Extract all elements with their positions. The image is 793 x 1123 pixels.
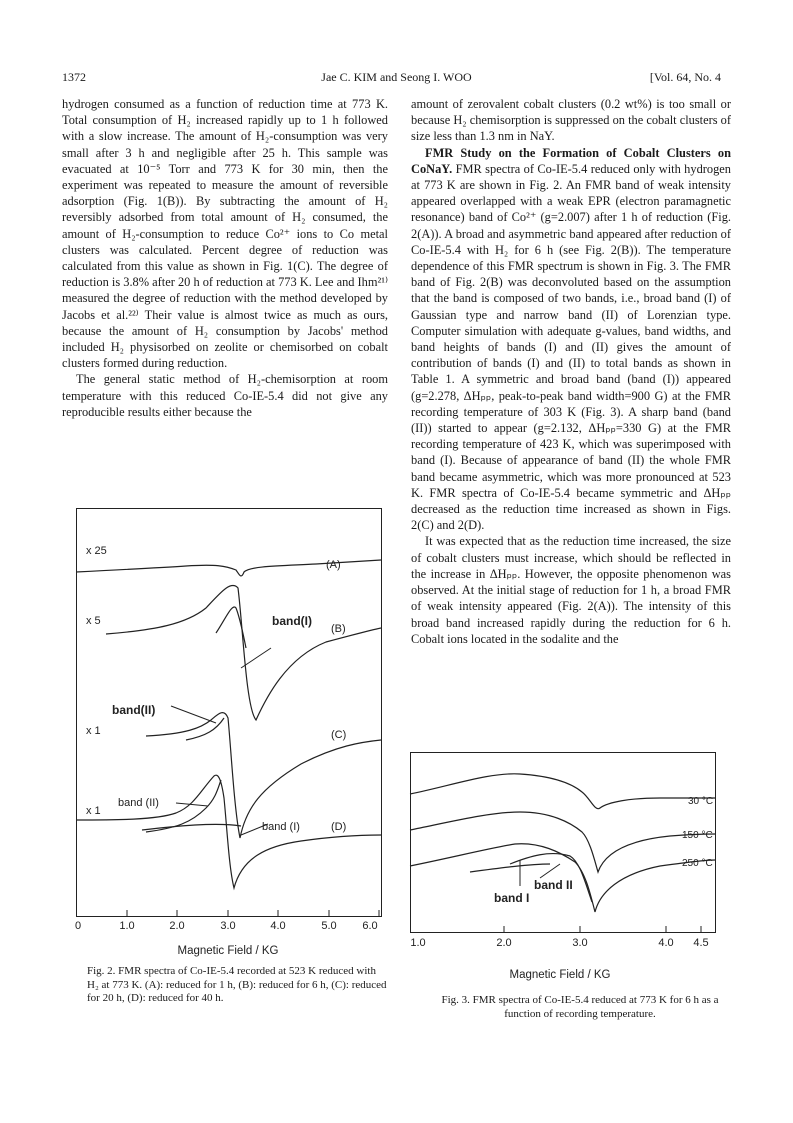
right-paragraph-1: amount of zerovalent cobalt clusters (0.2 wt%) is too small or because H₂ chemisorption is suppressed on the cobalt clusters of size less than 1.3 nm in NaY. bbox=[411, 97, 731, 144]
trace-C-label: (C) bbox=[331, 729, 347, 741]
section-body: FMR spectra of Co-IE-5.4 reduced only with hydrogen at 773 K are shown in Fig. 2. An FMR band of weak intensity appeared overlapped with a weak EPR (electron paramagnetic resonance) band of Co²⁺ (g=2.007) after 1 h of reduction (Fig. 2(A)). A broad and asymmetric band appeared after reduction of Co-IE-5.4 with H₂ for 6 h (see Fig. 2(B)). The temperature dependence of this FMR spectrum is shown in Fig. 3. The FMR band of Fig. 2(B) was deconvoluted based on the assumption that the band is composed of two bands, i.e., broad band (I) of Gaussian type and narrow band (II) of Lorenzian type. Computer simulation with adequate g-values, band widths, and band heights of bands (I) and (II) gives the amount of contribution of bands (I) and (II) to total bands as shown in Table 1. A symmetric and broad band (band (I)) appeared (g=2.278, ΔHₚₚ, peak-to-peak band width=900 G) at the FMR recording temperature of 303 K (Fig. 3). A sharp band (band (II)) started to appear (g=2.132, ΔHₚₚ=330 G) at the FMR recording temperature of 423 K, which was superimposed with band (I). Because of appearance of band (II) the whole FMR band became asymmetric, which was more pronounced at 523 K. FMR spectra of Co-IE-5.4 became symmetric and ΔHₚₚ decreased as the reduction time increased as shown in Figs. 2(C) and 2(D). bbox=[411, 161, 731, 533]
page-number: 1372 bbox=[62, 70, 86, 84]
trace-A-label: (A) bbox=[326, 559, 341, 571]
fig3-tick-1: 2.0 bbox=[496, 937, 512, 949]
annotation-band-II-C: band(II) bbox=[112, 703, 156, 717]
left-column bbox=[62, 96, 388, 420]
trace-C-multiplier: x 1 bbox=[86, 725, 101, 737]
fig3-xlabel: Magnetic Field / KG bbox=[509, 969, 611, 981]
fig2-xlabel: Magnetic Field / KG bbox=[177, 945, 279, 957]
annotation-band-I-D: band (I) bbox=[262, 821, 300, 833]
right-paragraph-2 bbox=[411, 145, 731, 534]
annotation-band-I-B: band(I) bbox=[272, 614, 312, 628]
trace-B-label: (B) bbox=[331, 623, 346, 635]
running-head-authors: Jae C. KIM and Seong I. WOO bbox=[321, 70, 472, 84]
trace-D-multiplier: x 1 bbox=[86, 805, 101, 817]
fig2-tick-4: 4.0 bbox=[270, 920, 286, 932]
figure-3-caption: Fig. 3. FMR spectra of Co-IE-5.4 reduced at 773 K for 6 h as a function of recording temperature. bbox=[441, 994, 719, 1020]
annotation-band-II: band II bbox=[534, 878, 573, 892]
section-title: FMR Study on the Formation of Cobalt Clusters on CoNaY. bbox=[411, 145, 731, 176]
fig2-tick-0: 0 bbox=[74, 920, 82, 932]
right-paragraph-3: It was expected that as the reduction time increased, the size of cobalt clusters must increase, which should be reflected in the increase in ΔHₚₚ. However, the opposite phenomenon was observed. At the initial stage of reduction for 1 h, a broad FMR of weak intensity appeared (Fig. 2(A)). The intensity of this broad band increased rapidly during the reduction for 6 h. Cobalt ions located in the sodalite and the bbox=[411, 534, 731, 646]
fig3-tick-3: 4.0 bbox=[658, 937, 674, 949]
fig2-tick-6: 6.0 bbox=[362, 920, 378, 932]
trace-D-label: (D) bbox=[331, 821, 347, 833]
fig3-tick-0: 1.0 bbox=[410, 937, 426, 949]
fig3-tick-2: 3.0 bbox=[572, 937, 588, 949]
fig2-tick-3: 3.0 bbox=[220, 920, 236, 932]
fig3-tick-4: 4.5 bbox=[693, 937, 709, 949]
figure-2-fmr-spectra bbox=[76, 508, 382, 958]
left-paragraph-2: The general static method of H₂-chemisorption at room temperature with this reduced Co-IE-5.4 did not give any reproducible results either because the bbox=[62, 372, 388, 419]
annotation-band-II-D: band (II) bbox=[118, 797, 159, 809]
temp-250: 250 °C bbox=[682, 858, 713, 869]
figure-3-fmr-spectra bbox=[410, 752, 730, 982]
left-paragraph-1: hydrogen consumed as a function of reduction time at 773 K. Total consumption of H₂ increased rapidly up to 1 h followed with a slow increase. The amount of H₂-consumption was very small after 3 h and negligible after 25 h. This sample was evacuated at 10⁻⁵ Torr and 773 K for 30 min, then the experiment was repeated to measure the amount of reversible adsorption (Fig. 1(B)). By subtracting the amount of H₂ reversibly adsorbed from total amount of H₂ consumed, the amount of H₂-consumption to reduce Co²⁺ ions to Co metal clusters was calculated. Percent degree of reduction was calculated from this value as shown in Fig. 1(C). The degree of reduction is 3.8% after 20 h of reduction at 773 K. Lee and Ihm²¹⁾ measured the degree of reduction with the method developed by Jacobs et al.²²⁾ Their value is almost twice as much as ours, because the amount of H₂ consumption by Jacobs' method included H₂ physisorbed on zeolite or chemisorbed on cobalt clusters formed during reduction. bbox=[62, 97, 388, 371]
right-column bbox=[411, 96, 731, 647]
figure-2-caption: Fig. 2. FMR spectra of Co-IE-5.4 recorded at 523 K reduced with H₂ at 773 K. (A): reduced for 1 h, (B): reduced for 6 h, (C): reduced for 20 h, (D): reduced for 40 h. bbox=[87, 965, 387, 1004]
fig2-tick-5: 5.0 bbox=[321, 920, 337, 932]
temp-150: 150 °C bbox=[682, 830, 713, 841]
fig2-tick-2: 2.0 bbox=[169, 920, 185, 932]
fig2-tick-1: 1.0 bbox=[119, 920, 135, 932]
volume-info: [Vol. 64, No. 4 bbox=[649, 70, 721, 84]
trace-B-multiplier: x 5 bbox=[86, 615, 101, 627]
annotation-band-I: band I bbox=[494, 891, 530, 905]
temp-30: 30 °C bbox=[688, 796, 714, 807]
trace-A-multiplier: x 25 bbox=[86, 545, 107, 557]
